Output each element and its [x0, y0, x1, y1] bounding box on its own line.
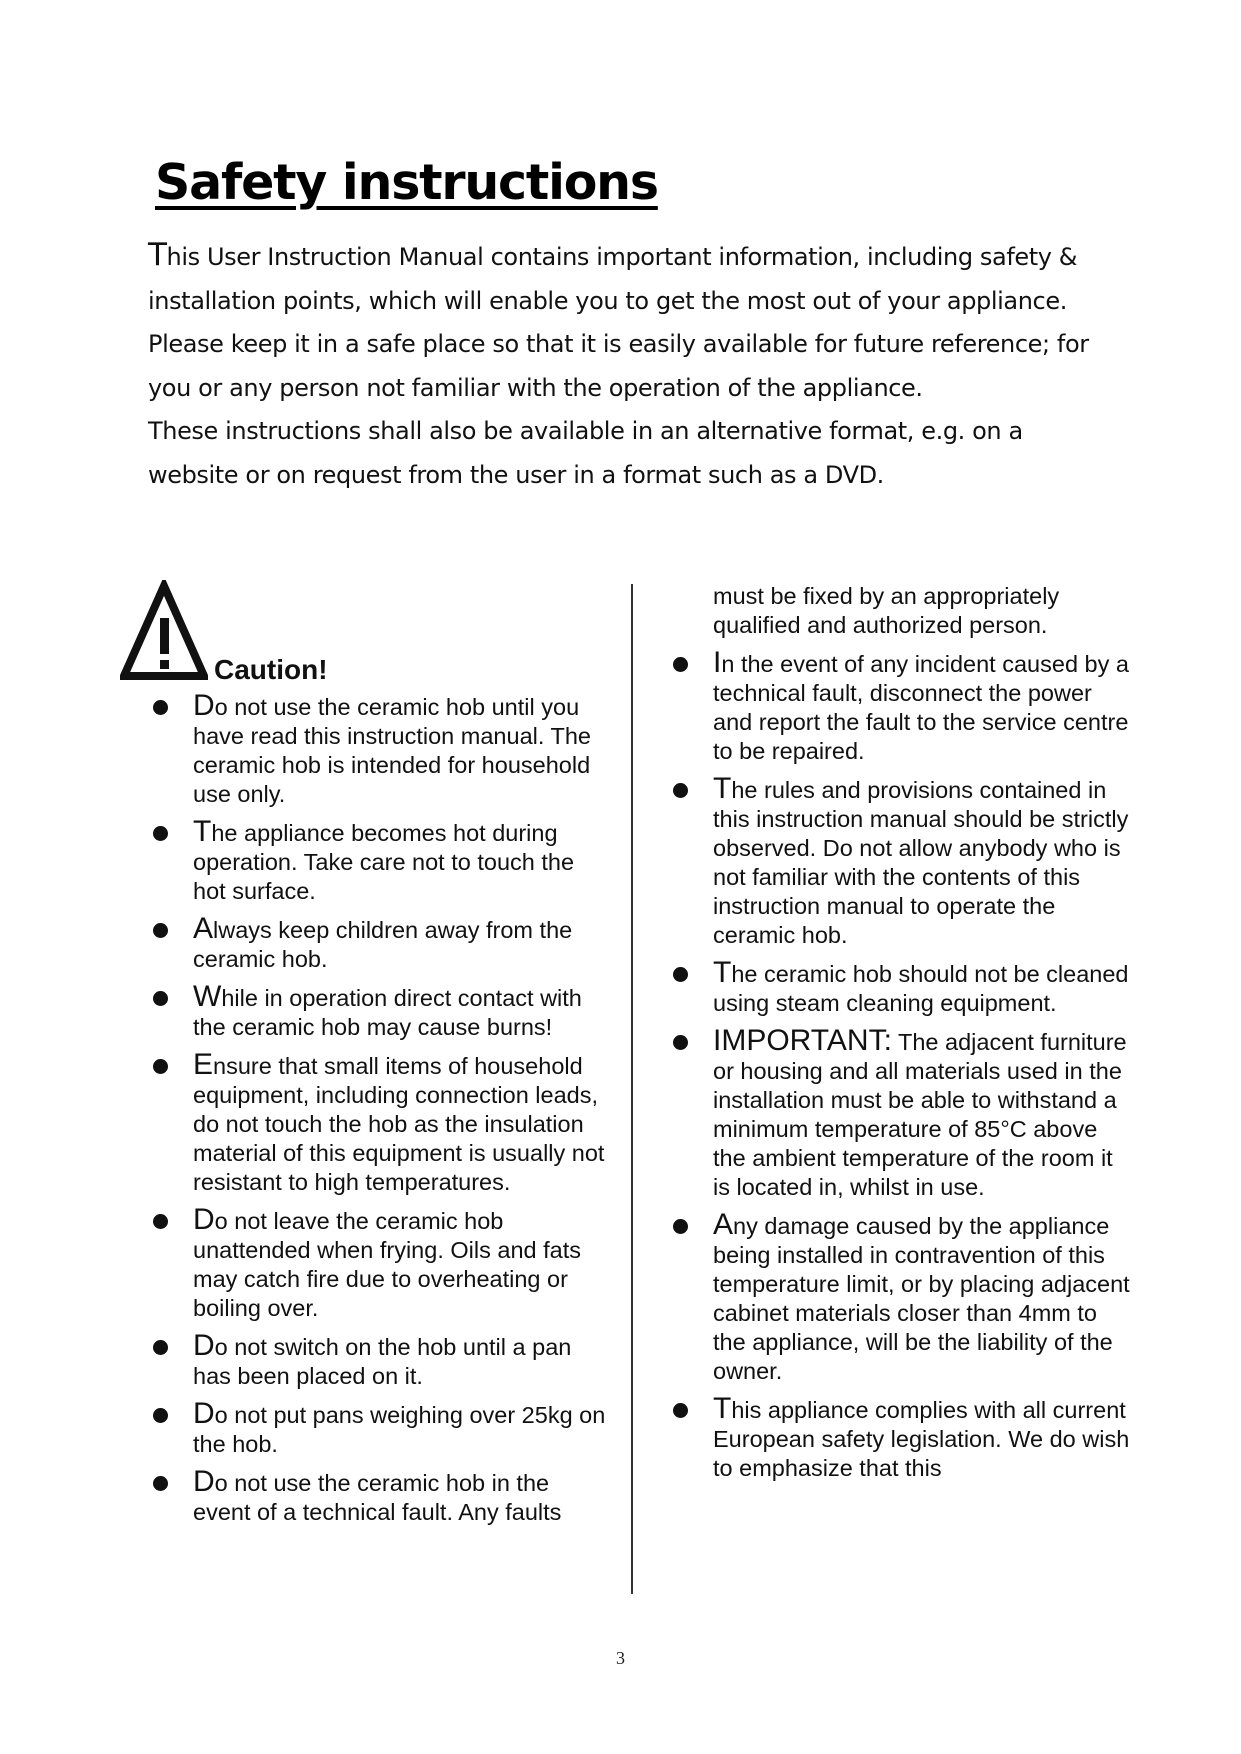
item-initial: D — [193, 1329, 215, 1362]
item-text: he ceramic hob should not be cleaned using steam cleaning equipment. — [713, 961, 1129, 1016]
item-text: o not use the ceramic hob in the event of a technical fault. Any faults — [193, 1470, 562, 1525]
warning-triangle-icon — [120, 580, 208, 681]
list-item — [193, 817, 613, 906]
item-initial: T — [713, 772, 732, 805]
list-item — [193, 982, 613, 1042]
item-text: he rules and provisions contained in this instruction manual should be strictly observed. Do not allow anybody who is not familiar with the contents of this instruction manual to operate the ceramic hob. — [713, 777, 1129, 948]
item-text: o not leave the ceramic hob unattended when frying. Oils and fats may catch fire due to overheating or boiling over. — [193, 1208, 581, 1321]
intro-paragraph-1-text: his User Instruction Manual contains important information, including safety & installation points, which will enable you to get the most out of your appliance. Please keep it in a safe place so that it is easily available for future reference; for you or any person not familiar with the operation of the appliance. — [148, 243, 1089, 402]
list-item — [713, 1394, 1133, 1483]
item-initial: A — [713, 1208, 734, 1241]
item-initial: T — [713, 1392, 732, 1425]
list-item — [193, 1399, 613, 1459]
item-text: lways keep children away from the ceramic hob. — [193, 917, 573, 972]
item-text: The adjacent furniture or housing and all materials used in the installation must be able to withstand a minimum temperature of 85°C above the ambient temperature of the room it is located in, whilst in use. — [713, 1029, 1127, 1200]
item-initial: D — [193, 1397, 215, 1430]
list-item — [713, 1210, 1133, 1386]
item-text: o not switch on the hob until a pan has been placed on it. — [193, 1334, 572, 1389]
list-item — [193, 1050, 613, 1197]
item-text: ny damage caused by the appliance being installed in contravention of this temperature limit, or by placing adjacent cabinet materials closer than 4mm to the appliance, will be the liability of the owner. — [713, 1213, 1130, 1384]
page-number: 3 — [616, 1648, 625, 1668]
item-initial: I — [713, 646, 722, 679]
item-initial: D — [193, 689, 215, 722]
item-initial: D — [193, 1203, 215, 1236]
list-item — [193, 1331, 613, 1391]
item-text: o not use the ceramic hob until you have read this instruction manual. The ceramic hob is intended for household use only. — [193, 694, 591, 807]
list-item — [193, 914, 613, 974]
drop-cap: T — [148, 237, 167, 273]
item-text: n the event of any incident caused by a technical fault, disconnect the power and report the fault to the service centre to be repaired. — [713, 651, 1129, 764]
item-initial: T — [193, 815, 212, 848]
caution-heading: Caution! — [214, 654, 328, 685]
item-text: his appliance complies with all current European safety legislation. We do wish to emphasize that this — [713, 1397, 1130, 1481]
list-item — [193, 691, 613, 809]
list-item — [193, 1467, 613, 1527]
safety-list-right — [713, 648, 1133, 1491]
safety-list-left — [193, 691, 613, 1535]
column-divider — [631, 584, 633, 1594]
list-item — [713, 648, 1133, 766]
intro-paragraph-2: These instructions shall also be available in an alternative format, e.g. on a website or on request from the user in a format such as a DVD. — [148, 417, 1023, 489]
list-item — [713, 958, 1133, 1018]
item-initial: W — [193, 980, 222, 1013]
item-text: o not put pans weighing over 25kg on the hob. — [193, 1402, 606, 1457]
item-text: nsure that small items of household equipment, including connection leads, do not touch the hob as the insulation material of this equipment is usually not resistant to high temperatures. — [193, 1053, 605, 1195]
item-initial: D — [193, 1465, 215, 1498]
list-item — [713, 774, 1133, 950]
list-item — [193, 1205, 613, 1323]
item-text: hile in operation direct contact with the ceramic hob may cause burns! — [193, 985, 582, 1040]
item-text: he appliance becomes hot during operation. Take care not to touch the hot surface. — [193, 820, 575, 904]
item-initial: A — [193, 912, 214, 945]
intro-paragraph-1 — [148, 234, 1108, 410]
list-item — [713, 1026, 1133, 1202]
item-initial: T — [713, 956, 732, 989]
item-initial: E — [193, 1048, 214, 1081]
page-title: Safety instructions — [155, 154, 658, 211]
item-initial: IMPORTANT: — [713, 1024, 892, 1057]
continued-text: must be fixed by an appropriately qualified and authorized person. — [713, 583, 1060, 638]
intro-text — [148, 234, 1108, 497]
